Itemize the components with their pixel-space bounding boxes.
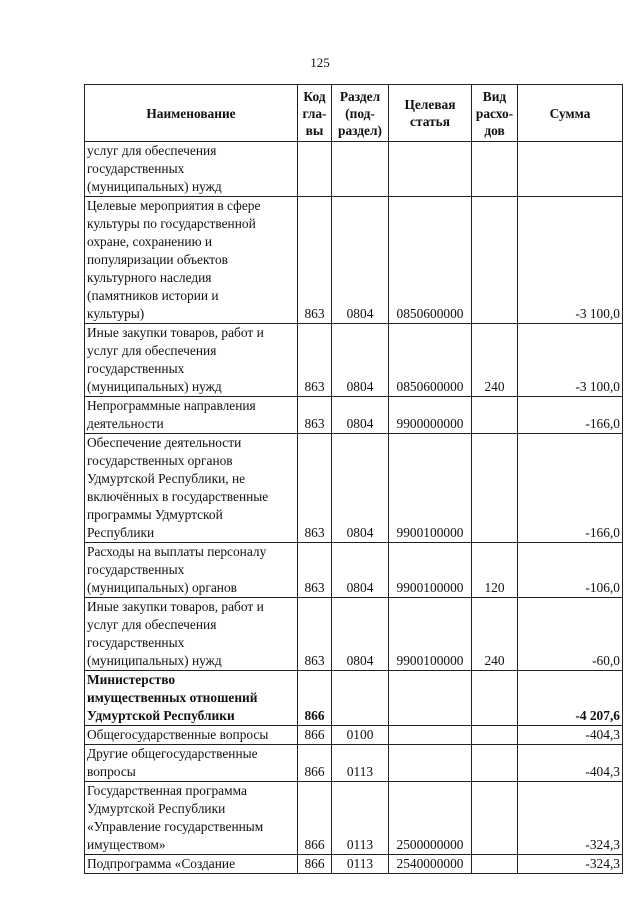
row-article: 9900100000 <box>389 598 472 671</box>
row-article <box>389 726 472 745</box>
row-code: 866 <box>298 671 332 726</box>
row-code: 866 <box>298 745 332 782</box>
row-type: 120 <box>472 543 518 598</box>
row-name-line: имущественных отношений <box>87 690 258 705</box>
row-sum: -404,3 <box>518 745 623 782</box>
row-name-line: Удмуртской Республики <box>87 801 226 816</box>
header-article-line: Целевая <box>404 97 456 112</box>
row-name-line: Министерство <box>87 672 176 687</box>
row-type <box>472 726 518 745</box>
row-name-line: услуг для обеспечения <box>87 343 217 358</box>
row-code: 866 <box>298 726 332 745</box>
row-article: 9900000000 <box>389 397 472 434</box>
row-name-line: Государственная программа <box>87 783 247 798</box>
row-article <box>389 745 472 782</box>
row-name <box>85 855 298 874</box>
row-article: 0850600000 <box>389 324 472 397</box>
row-code: 863 <box>298 598 332 671</box>
row-name-line: Целевые мероприятия в сфере <box>87 198 261 213</box>
row-code <box>298 142 332 197</box>
row-name <box>85 671 298 726</box>
row-name-line: (муниципальных) нужд <box>87 379 222 394</box>
row-name <box>85 142 298 197</box>
row-article: 9900100000 <box>389 434 472 543</box>
row-name-line: (памятников истории и <box>87 288 219 303</box>
header-code-line: Код <box>303 88 326 104</box>
row-sum: -166,0 <box>518 434 623 543</box>
row-name-line: Иные закупки товаров, работ и <box>87 325 264 340</box>
row-sum <box>518 142 623 197</box>
row-sum: -106,0 <box>518 543 623 598</box>
row-name-line: (муниципальных) органов <box>87 580 237 595</box>
row-name <box>85 543 298 598</box>
row-name-line: Общегосударственные вопросы <box>87 727 269 742</box>
header-section-line: Раздел <box>339 88 381 104</box>
row-code: 863 <box>298 434 332 543</box>
table-row <box>85 324 623 397</box>
row-type: 240 <box>472 324 518 397</box>
row-section: 0804 <box>332 397 389 434</box>
row-name-line: деятельности <box>87 416 164 431</box>
row-section <box>332 671 389 726</box>
row-section <box>332 142 389 197</box>
row-type <box>472 434 518 543</box>
table-body <box>85 142 623 874</box>
header-section <box>332 85 389 142</box>
header-type-line: дов <box>484 122 505 138</box>
row-section: 0113 <box>332 855 389 874</box>
row-name-line: культуры) <box>87 306 145 321</box>
row-name-line: Иные закупки товаров, работ и <box>87 599 264 614</box>
row-name-line: (муниципальных) нужд <box>87 179 222 194</box>
row-name-line: культурного наследия <box>87 270 212 285</box>
row-name-line: охране, сохранению и <box>87 234 213 249</box>
row-article <box>389 671 472 726</box>
row-article <box>389 142 472 197</box>
row-name-line: Подпрограмма «Создание <box>87 856 236 871</box>
row-name-line: государственных <box>87 562 185 577</box>
row-name-line: Удмуртской Республики <box>87 708 235 723</box>
table-row <box>85 671 623 726</box>
table-row <box>85 745 623 782</box>
header-article <box>389 85 472 142</box>
row-sum: -3 100,0 <box>518 197 623 324</box>
header-code-line: гла- <box>302 105 327 121</box>
row-name-line: государственных <box>87 161 185 176</box>
row-name-line: Республики <box>87 525 155 540</box>
row-name-line: культуры по государственной <box>87 216 256 231</box>
row-section: 0804 <box>332 598 389 671</box>
header-type <box>472 85 518 142</box>
row-sum: -404,3 <box>518 726 623 745</box>
header-type-line: Вид <box>482 88 507 104</box>
row-name-line: вопросы <box>87 764 136 779</box>
row-name-line: включённых в государственные <box>87 489 269 504</box>
row-name-line: Обеспечение деятельности <box>87 435 242 450</box>
budget-table <box>84 84 623 874</box>
header-type-line: расхо- <box>475 105 514 121</box>
header-article-line: статья <box>410 114 450 129</box>
row-article: 2500000000 <box>389 782 472 855</box>
row-sum: -324,3 <box>518 782 623 855</box>
row-name-line: Расходы на выплаты персоналу <box>87 544 267 559</box>
table-row <box>85 782 623 855</box>
row-article: 2540000000 <box>389 855 472 874</box>
row-section: 0100 <box>332 726 389 745</box>
header-section-line: (под- <box>345 105 375 121</box>
row-name-line: имуществом» <box>87 837 166 852</box>
row-name <box>85 197 298 324</box>
header-code-line: вы <box>305 122 324 138</box>
table-header-row <box>85 85 623 142</box>
row-type <box>472 855 518 874</box>
table-row <box>85 434 623 543</box>
row-name-line: популяризации объектов <box>87 252 228 267</box>
row-code: 863 <box>298 543 332 598</box>
row-code: 863 <box>298 397 332 434</box>
row-sum: -60,0 <box>518 598 623 671</box>
row-name-line: Непрограммные направления <box>87 398 256 413</box>
row-code: 866 <box>298 855 332 874</box>
row-name-line: (муниципальных) нужд <box>87 653 222 668</box>
row-name <box>85 745 298 782</box>
header-name: Наименование <box>85 85 298 142</box>
row-article: 0850600000 <box>389 197 472 324</box>
row-name <box>85 598 298 671</box>
row-name-line: государственных <box>87 635 185 650</box>
table-row <box>85 197 623 324</box>
row-code: 863 <box>298 197 332 324</box>
row-section: 0113 <box>332 745 389 782</box>
row-name-line: Другие общегосударственные <box>87 746 258 761</box>
table-row <box>85 142 623 197</box>
header-sum: Сумма <box>518 85 623 142</box>
row-section: 0804 <box>332 543 389 598</box>
header-code <box>298 85 332 142</box>
header-section-line: раздел) <box>338 122 382 138</box>
row-name <box>85 434 298 543</box>
row-name <box>85 726 298 745</box>
row-article: 9900100000 <box>389 543 472 598</box>
row-sum: -3 100,0 <box>518 324 623 397</box>
row-name <box>85 782 298 855</box>
table-row <box>85 855 623 874</box>
row-code: 863 <box>298 324 332 397</box>
row-name <box>85 397 298 434</box>
row-name <box>85 324 298 397</box>
row-type <box>472 782 518 855</box>
row-name-line: Удмуртской Республики, не <box>87 471 246 486</box>
row-type <box>472 745 518 782</box>
row-section: 0804 <box>332 434 389 543</box>
table-row <box>85 598 623 671</box>
row-name-line: государственных <box>87 361 185 376</box>
row-section: 0804 <box>332 324 389 397</box>
row-type: 240 <box>472 598 518 671</box>
row-section: 0113 <box>332 782 389 855</box>
row-sum: -166,0 <box>518 397 623 434</box>
row-sum: -324,3 <box>518 855 623 874</box>
row-type <box>472 671 518 726</box>
row-name-line: программы Удмуртской <box>87 507 223 522</box>
row-name-line: услуг для обеспечения <box>87 143 217 158</box>
row-name-line: «Управление государственным <box>87 819 264 834</box>
row-sum: -4 207,6 <box>518 671 623 726</box>
row-type <box>472 197 518 324</box>
table-row <box>85 397 623 434</box>
table-row <box>85 543 623 598</box>
page-number: 125 <box>310 55 330 70</box>
row-section: 0804 <box>332 197 389 324</box>
row-name-line: государственных органов <box>87 453 233 468</box>
row-type <box>472 397 518 434</box>
row-code: 866 <box>298 782 332 855</box>
row-name-line: услуг для обеспечения <box>87 617 217 632</box>
row-type <box>472 142 518 197</box>
table-row <box>85 726 623 745</box>
